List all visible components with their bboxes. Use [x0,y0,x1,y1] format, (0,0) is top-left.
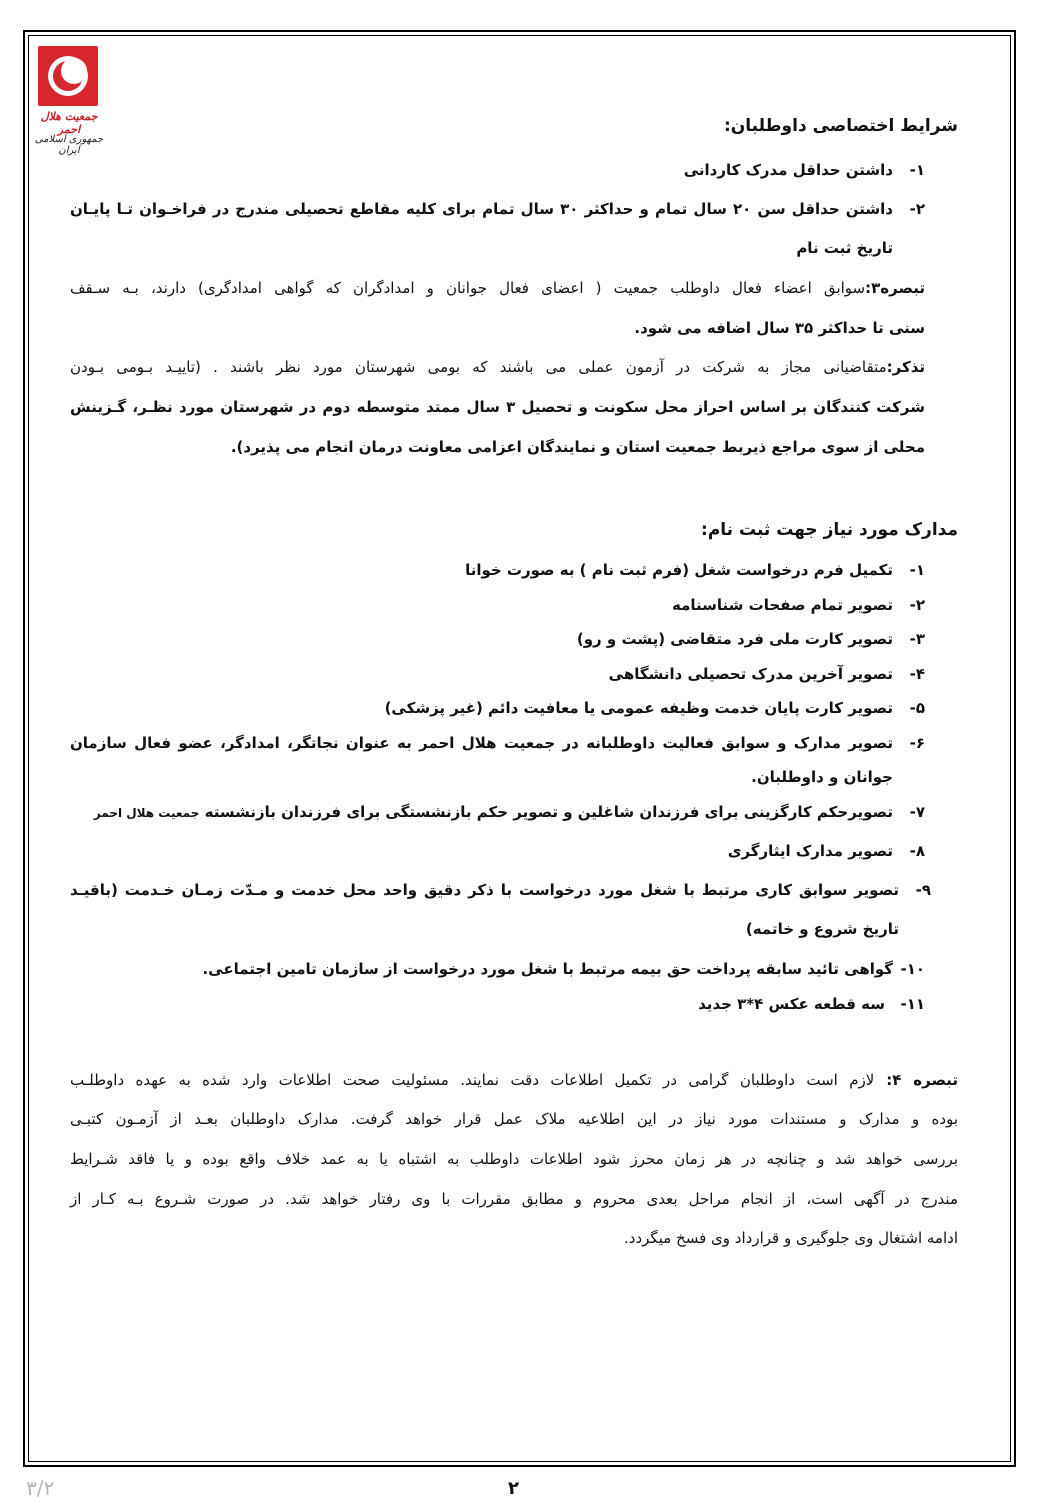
s2-item9-text2: تاریخ شروع و خاتمه) [745,920,899,938]
note4-line4: مندرج در آگهی است، از انجام مراحل بعدی محروم و مطابق مقررات با وی رفتار خواهد شد. در صورت شـروع بـه کـار از [70,1190,958,1208]
s2-item11-text: سه قطعه عکس ۴*۳ جدید [698,995,885,1013]
s2-item7-text: تصویرحکم کارگزینی برای فرزندان شاغلین و تصویر حکم بازنشستگی برای فرزندان بازنشسته جمعیت هلال احمر [93,803,893,821]
section1-title: شرایط اختصاصی داوطلبان: [723,116,958,136]
note3-line1: تبصره۳:سوابق اعضاء فعال داوطلب جمعیت ( اعضای فعال جوانان و امدادگران که گواهی امدادگری) دارند، بـه سـقف [70,279,925,297]
s2-item11-num: ۱۱- [900,995,925,1013]
s2-item3-num: ۳- [909,630,925,648]
s2-item2-num: ۲- [909,596,925,614]
section2-title: مدارک مورد نیاز جهت ثبت نام: [701,520,958,540]
page-number: ۲ [508,1478,519,1499]
note4-line5: ادامه اشتغال وی جلوگیری و قرارداد وی فسخ میگردد. [624,1229,958,1247]
s2-item6-text: تصویر مدارک و سوابق فعالیت داوطلبانه در جمعیت هلال احمر به عنوان نجاتگر، امدادگر، عضو فعال سازمان [70,734,893,752]
s2-item6-num: ۶- [909,734,925,752]
s1-item1-text: داشتن حداقل مدرک کاردانی [683,161,893,179]
s1-item2-text: داشتن حداقل سن ۲۰ سال تمام و حداکثر ۳۰ سال تمام برای کلیه مقاطع تحصیلی مندرج در فراخـوان تـا پایـان [70,200,893,218]
logo-country: جمهوری اسلامی ایران [34,134,104,156]
s2-item6-text2: جوانان و داوطلبان. [751,768,893,786]
red-crescent-logo [30,42,110,162]
reminder-line2: شرکت کنندگان بر اساس احراز محل سکونت و تحصیل ۳ سال ممتد متوسطه دوم در شهرستان مورد نظـر، گـزینش [70,398,925,416]
s2-item9-num: ۹- [915,881,931,899]
red-crescent-icon [38,46,98,106]
s2-item2-text: تصویر تمام صفحات شناسنامه [672,596,893,614]
note3-line2: سنی تا حداکثر ۳۵ سال اضافه می شود. [634,319,925,337]
s1-item2-text2: تاریخ ثبت نام [796,239,893,257]
reminder-line3: محلی از سوی مراجع ذیربط جمعیت استان و نمایندگان اعزامی معاونت درمان انجام می پذیرد). [230,438,925,456]
s2-item10-text: گواهی تائید سابقه پرداخت حق بیمه مرتبط با شغل مورد درخواست از سازمان تامین اجتماعی. [202,960,893,978]
s1-item2-num: ۲- [909,200,925,218]
reminder-line1: تذکر:متقاضیانی مجاز به شرکت در آزمون عملی می باشند که بومی شهرستان مورد نظر باشند . (تاییـد بـومی بـودن [70,358,925,376]
s2-item4-num: ۴- [909,665,925,683]
s2-item5-num: ۵- [909,699,925,717]
s2-item10-num: ۱۰- [900,960,925,978]
s2-item4-text: تصویر آخرین مدرک تحصیلی دانشگاهی [608,665,893,683]
note4-line2: بوده و مدارک و مستندات مورد نیاز در این اطلاعیه ملاک عمل قرار خواهد گرفت. مدارک داوطلبان بعـد از آزمـون کتبـی [70,1110,958,1128]
reminder-label: تذکر: [886,358,925,376]
s2-item7-small: جمعیت هلال احمر [93,806,200,820]
s2-item8-text: تصویر مدارک ایثارگری [727,842,893,860]
page-reference: ۳/۲ [26,1476,55,1500]
s2-item8-num: ۸- [909,842,925,860]
s2-item9-text: تصویر سوابق کاری مرتبط با شغل مورد درخواست با ذکر دقیق واحد محل خدمت و مـدّت زمـان خـدمت (باقیـد [70,881,899,899]
note4-line3: بررسی خواهد شد و چنانچه در هر زمان محرز شود اطلاعات داوطلب به اشتباه یا به عمد خلاف واقع بوده و یا فاقد شـرایط [70,1150,958,1168]
s2-item1-text: تکمیل فرم درخواست شغل (فرم ثبت نام ) به صورت خوانا [465,561,893,579]
s2-item3-text: تصویر کارت ملی فرد متقاضی (پشت و رو) [576,630,893,648]
s1-item1-num: ۱- [909,161,925,179]
logo-org-name: جمعیت هلال احمر [40,110,98,136]
s2-item7-num: ۷- [909,803,925,821]
s2-item1-num: ۱- [909,561,925,579]
note4-line1: تبصره ۴: لازم است داوطلبان گرامی در تکمیل اطلاعات دقت نمایند. مسئولیت صحت اطلاعات وارد شده به عهده داوطلـب [70,1071,958,1089]
s2-item5-text: تصویر کارت پایان خدمت وظیفه عمومی یا معافیت دائم (غیر پزشکی) [384,699,893,717]
note4-label: تبصره ۴: [886,1071,958,1089]
note3-label: تبصره۳: [865,279,925,297]
